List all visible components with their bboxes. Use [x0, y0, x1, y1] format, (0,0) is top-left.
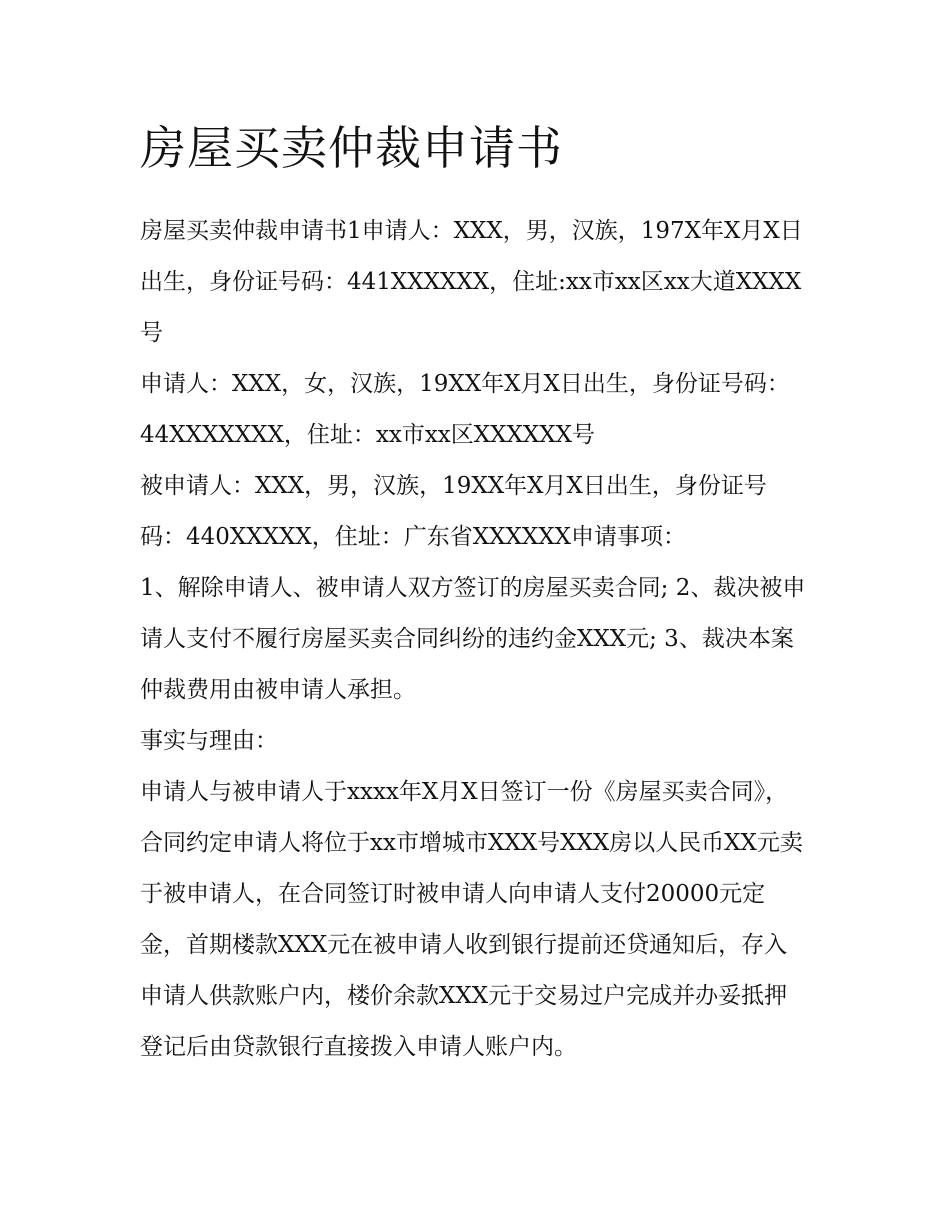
document-title: 房屋买卖仲裁申请书: [140, 121, 563, 175]
paragraph-claims: 1、解除申请人、被申请人双方签订的房屋买卖合同; 2、裁决被申请人支付不履行房屋买卖合同纠纷的违约金XXX元; 3、裁决本案仲裁费用由被申请人承担。: [140, 575, 806, 703]
paragraph-applicant-2: 申请人：XXX，女，汉族，19XX年X月X日出生，身份证号码：44XXXXXXX，住址：xx市xx区XXXXXX号: [140, 371, 790, 448]
paragraph-respondent: 被申请人：XXX，男，汉族，19XX年X月X日出生，身份证号码：440XXXXX，住址：广东省XXXXXX申请事项：: [140, 473, 767, 550]
paragraph-facts-heading: 事实与理由：: [140, 728, 278, 754]
document-body: [140, 112, 810, 1073]
paragraph-applicant-1: 房屋买卖仲裁申请书1申请人：XXX，男，汉族，197X年X月X日出生，身份证号码：441XXXXXX，住址:xx市xx区xx大道XXXX号: [140, 218, 803, 346]
paragraph-facts-body: 申请人与被申请人于xxxx年X月X日签订一份《房屋买卖合同》，合同约定申请人将位于xx市增城市XXX号XXX房以人民币XX元卖于被申请人，在合同签订时被申请人向申请人支付20000元定金，首期楼款XXX元在被申请人收到银行提前还贷通知后，存入申请人供款账户内，楼价余款XXX元于交易过户完成并办妥抵押登记后由贷款银行直接拨入申请人账户内。: [140, 779, 803, 1060]
